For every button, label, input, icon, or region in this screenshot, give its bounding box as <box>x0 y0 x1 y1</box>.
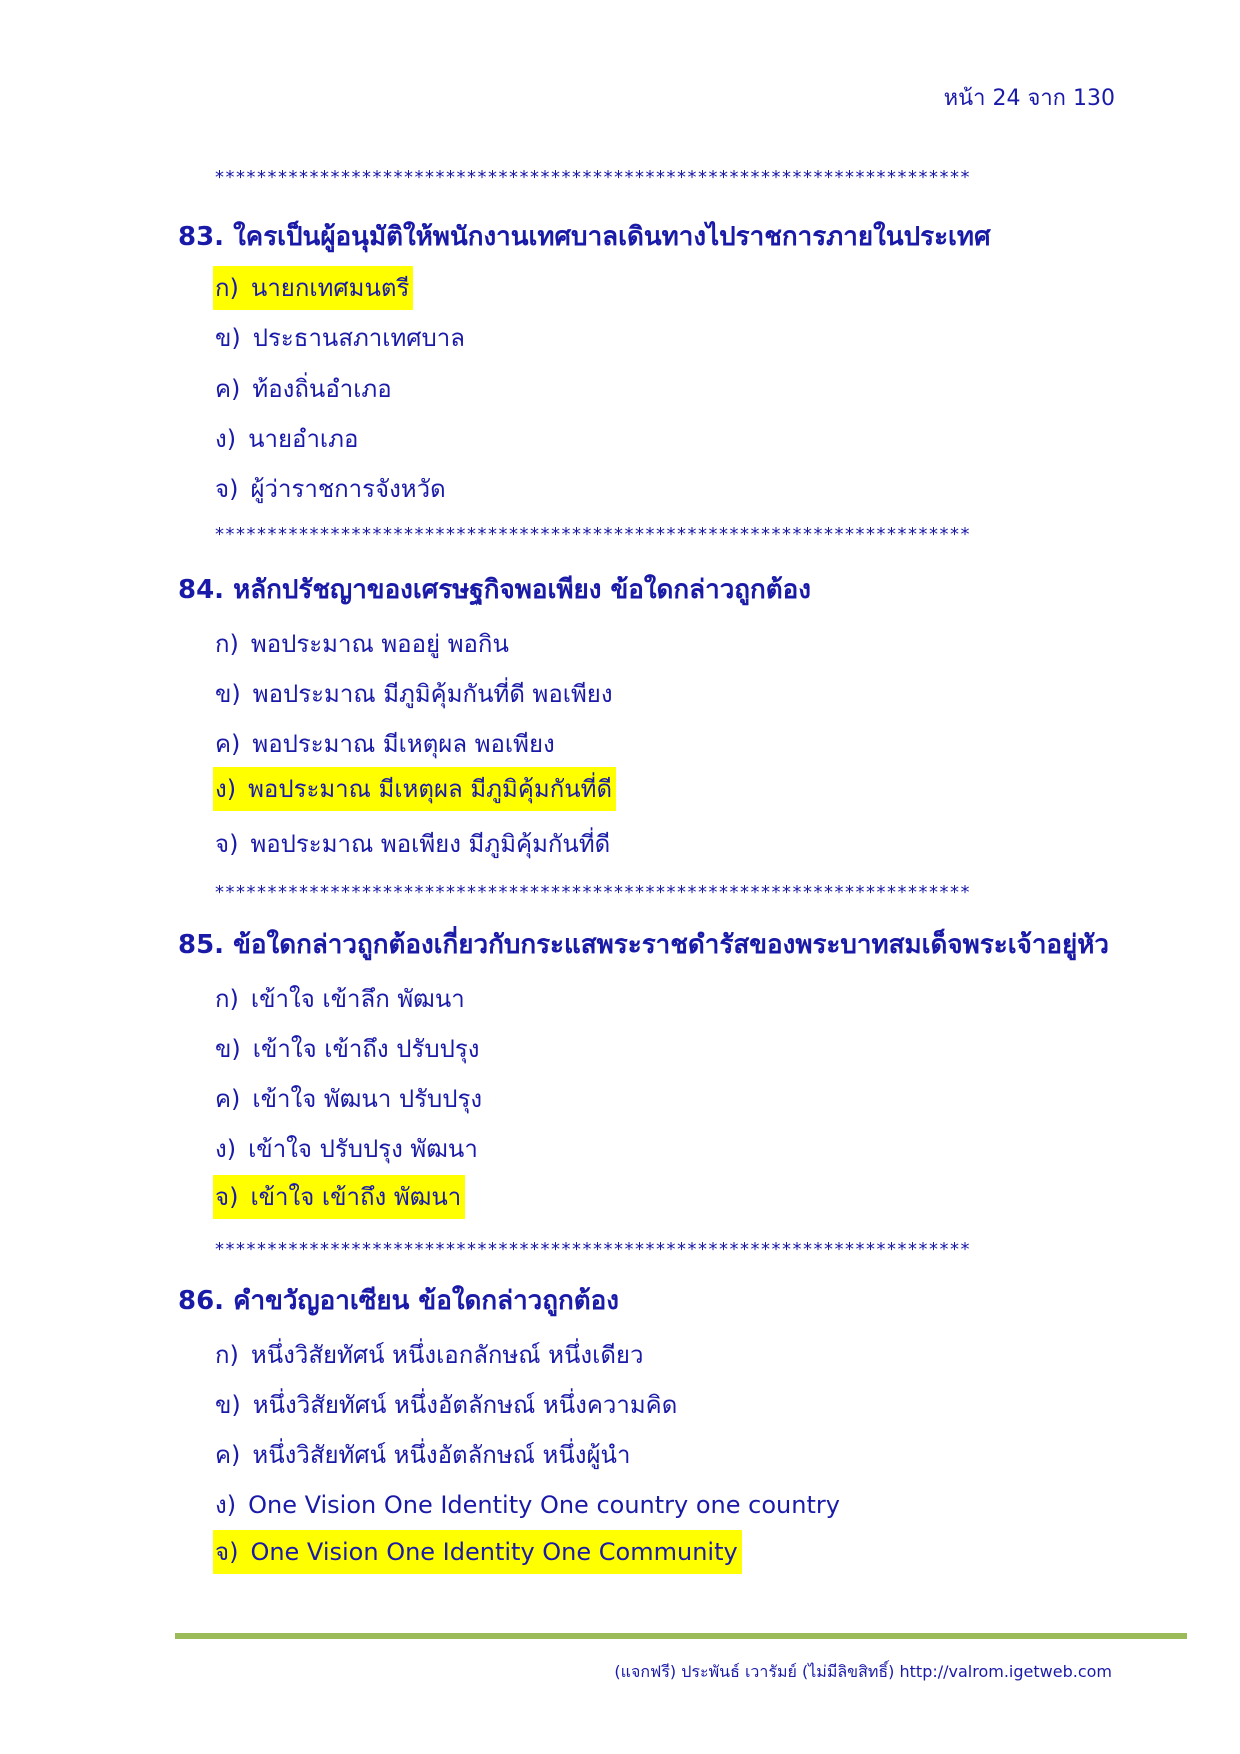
choice-86-d[interactable] <box>213 1483 844 1527</box>
choice-letter: จ) <box>215 1538 239 1566</box>
choice-text: นายกเทศมนตรี <box>250 274 410 302</box>
choice-86-b[interactable] <box>213 1383 681 1427</box>
choice-86-a[interactable] <box>213 1333 647 1377</box>
choice-letter: จ) <box>215 830 239 858</box>
choice-letter: ก) <box>215 985 239 1013</box>
choice-text: เข้าใจ ปรับปรุง พัฒนา <box>248 1135 478 1163</box>
choice-letter: จ) <box>215 475 239 503</box>
choice-letter: ข) <box>215 1035 241 1063</box>
choice-letter: จ) <box>215 1183 239 1211</box>
choice-86-e[interactable] <box>213 1530 742 1574</box>
choice-84-a[interactable] <box>213 622 513 666</box>
choice-letter: ก) <box>215 630 239 658</box>
footer-divider <box>175 1633 1187 1639</box>
choice-text: พอประมาณ พอเพียง มีภูมิคุ้มกันที่ดี <box>250 830 611 858</box>
choice-84-b[interactable] <box>213 672 617 716</box>
choice-83-b[interactable] <box>213 316 469 360</box>
choice-text: หนึ่งวิสัยทัศน์ หนึ่งอัตลักษณ์ หนึ่งความคิด <box>252 1391 678 1419</box>
choice-letter: ค) <box>215 730 241 758</box>
choice-text: หนึ่งวิสัยทัศน์ หนึ่งอัตลักษณ์ หนึ่งผู้นำ <box>252 1441 631 1469</box>
choice-83-a[interactable] <box>213 266 413 310</box>
separator: ************************************************************************ <box>215 168 971 188</box>
choice-84-d[interactable] <box>213 767 616 811</box>
choice-letter: ง) <box>215 1491 237 1519</box>
footer-credit: (แจกฟรี) ประพันธ์ เวารัมย์ (ไม่มีลิขสิทธิ์) http://valrom.igetweb.com <box>614 1662 1112 1681</box>
choice-letter: ค) <box>215 375 241 403</box>
choice-text: พอประมาณ พออยู่ พอกิน <box>250 630 509 658</box>
choice-text: นายอำเภอ <box>248 425 359 453</box>
choice-text: พอประมาณ มีภูมิคุ้มกันที่ดี พอเพียง <box>252 680 613 708</box>
choice-text: เข้าใจ เข้าถึง ปรับปรุง <box>252 1035 480 1063</box>
question-85: 85. ข้อใดกล่าวถูกต้องเกี่ยวกับกระแสพระราชดำรัสของพระบาทสมเด็จพระเจ้าอยู่หัว <box>178 930 1110 960</box>
choice-letter: ข) <box>215 324 241 352</box>
choice-text: พอประมาณ มีเหตุผล มีภูมิคุ้มกันที่ดี <box>248 775 613 803</box>
choice-text: เข้าใจ พัฒนา ปรับปรุง <box>252 1085 483 1113</box>
choice-text: หนึ่งวิสัยทัศน์ หนึ่งเอกลักษณ์ หนึ่งเดียว <box>250 1341 644 1369</box>
choice-85-c[interactable] <box>213 1077 486 1121</box>
choice-text: เข้าใจ เข้าถึง พัฒนา <box>250 1183 462 1211</box>
page-number: หน้า 24 จาก 130 <box>943 86 1115 111</box>
choice-text: ท้องถิ่นอำเภอ <box>252 375 392 403</box>
choice-letter: ข) <box>215 680 241 708</box>
question-86: 86. คำขวัญอาเซียน ข้อใดกล่าวถูกต้อง <box>178 1286 619 1316</box>
choice-letter: ง) <box>215 1135 237 1163</box>
separator: ************************************************************************ <box>215 1240 971 1260</box>
question-83: 83. ใครเป็นผู้อนุมัติให้พนักงานเทศบาลเดินทางไปราชการภายในประเทศ <box>178 222 991 252</box>
choice-text: เข้าใจ เข้าลึก พัฒนา <box>250 985 465 1013</box>
choice-86-c[interactable] <box>213 1433 634 1477</box>
choice-letter: ค) <box>215 1441 241 1469</box>
choice-85-a[interactable] <box>213 977 469 1021</box>
separator: ************************************************************************ <box>215 525 971 545</box>
choice-text: One Vision One Identity One country one country <box>248 1491 840 1519</box>
choice-letter: ก) <box>215 274 239 302</box>
choice-84-e[interactable] <box>213 822 614 866</box>
question-84: 84. หลักปรัชญาของเศรษฐกิจพอเพียง ข้อใดกล่าวถูกต้อง <box>178 575 811 605</box>
choice-letter: ง) <box>215 775 237 803</box>
choice-letter: ค) <box>215 1085 241 1113</box>
choice-83-d[interactable] <box>213 417 362 461</box>
choice-text: พอประมาณ มีเหตุผล พอเพียง <box>252 730 555 758</box>
choice-83-c[interactable] <box>213 367 396 411</box>
choice-letter: ข) <box>215 1391 241 1419</box>
choice-85-d[interactable] <box>213 1127 482 1171</box>
choice-85-b[interactable] <box>213 1027 483 1071</box>
separator: ************************************************************************ <box>215 883 971 903</box>
choice-letter: ก) <box>215 1341 239 1369</box>
choice-text: One Vision One Identity One Community <box>250 1538 738 1566</box>
choice-83-e[interactable] <box>213 467 450 511</box>
choice-85-e[interactable] <box>213 1175 465 1219</box>
choice-text: ผู้ว่าราชการจังหวัด <box>250 475 446 503</box>
choice-84-c[interactable] <box>213 722 559 766</box>
choice-letter: ง) <box>215 425 237 453</box>
choice-text: ประธานสภาเทศบาล <box>252 324 465 352</box>
